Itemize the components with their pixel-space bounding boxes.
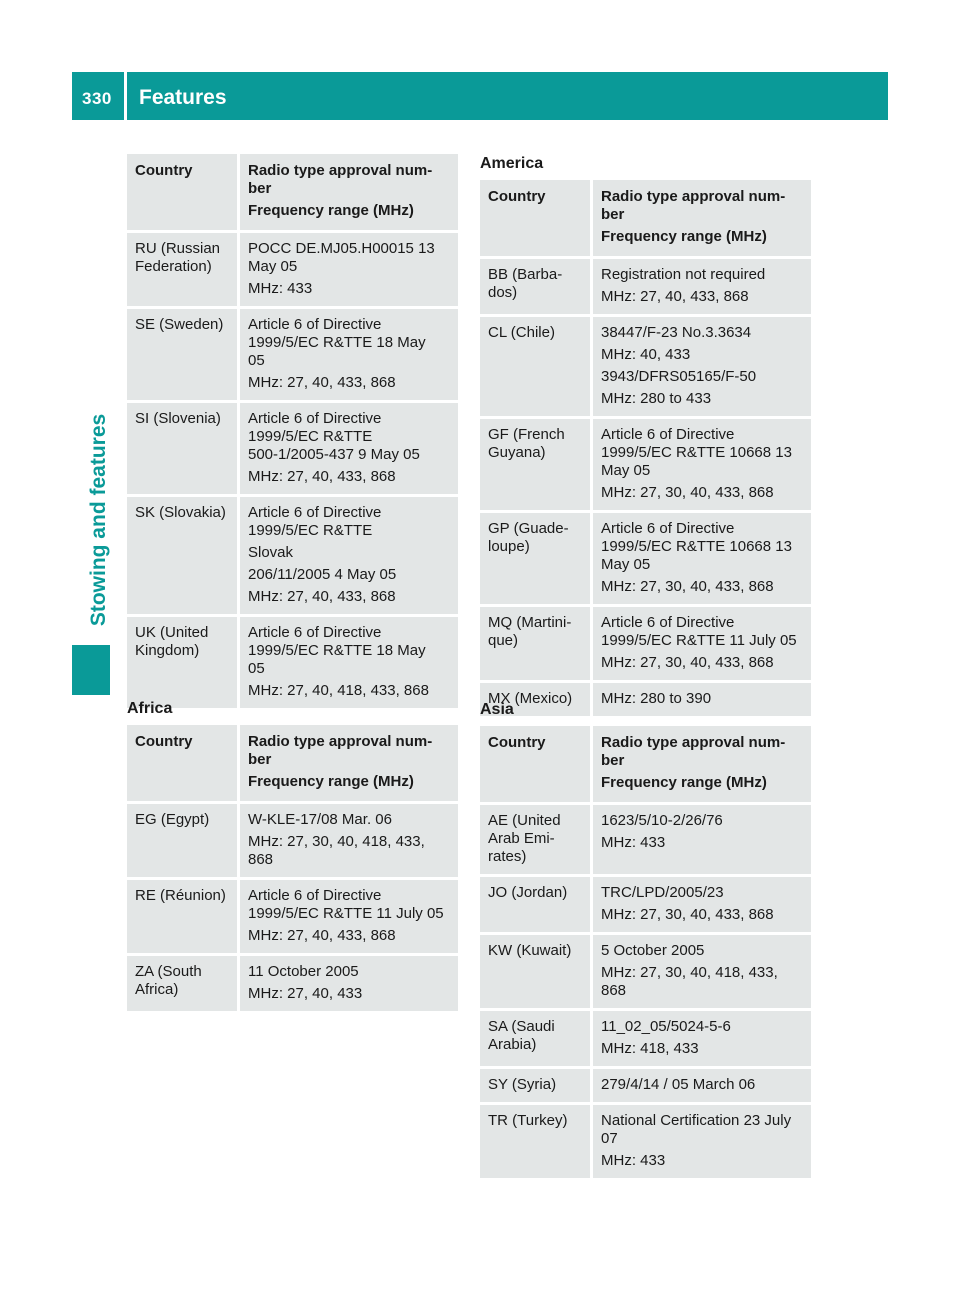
approval-text: Article 6 of Directive — [248, 410, 382, 427]
header-country: Country — [127, 725, 240, 804]
table-row — [480, 1069, 811, 1105]
approval-text: 1623/5/10-2/26/76 — [601, 812, 723, 829]
table-america — [480, 180, 811, 719]
section-title-asia: Asia — [480, 701, 514, 718]
header-divider — [124, 72, 127, 120]
header-frequency: Frequency range (MHz) — [601, 228, 767, 245]
approval-cell — [593, 317, 811, 419]
header-radio-line1: Radio type approval num- — [601, 188, 786, 205]
header-country: Country — [480, 726, 593, 805]
approval-cell — [240, 233, 458, 309]
approval-text: May 05 — [248, 258, 298, 275]
approval-text: 1999/5/EC R&TTE 11 July 05 — [248, 905, 444, 922]
approval-text: MHz: 40, 433 — [601, 346, 691, 363]
header-frequency: Frequency range (MHz) — [248, 202, 414, 219]
table-header-row — [127, 725, 458, 804]
table-row — [480, 1011, 811, 1069]
approval-text: 500-1/2005-437 9 May 05 — [248, 446, 420, 463]
approval-text: Article 6 of Directive — [248, 504, 382, 521]
approval-cell — [240, 804, 458, 880]
country-cell — [127, 804, 240, 880]
approval-cell — [593, 1069, 811, 1105]
approval-cell — [593, 877, 811, 935]
approval-text: 5 October 2005 — [601, 942, 705, 959]
table-row — [127, 956, 458, 1014]
section-title-america: America — [480, 155, 544, 172]
table-row — [127, 880, 458, 956]
approval-text: MHz: 27, 30, 40, 418, 433, — [601, 964, 778, 981]
country-text: Guyana) — [488, 444, 546, 461]
approval-cell — [240, 309, 458, 403]
table-row — [480, 683, 811, 719]
approval-text: TRC/LPD/2005/23 — [601, 884, 724, 901]
approval-text: MHz: 27, 40, 433, 868 — [601, 288, 749, 305]
country-text: MX (Mexico) — [488, 690, 573, 707]
country-text: CL (Chile) — [488, 324, 555, 341]
header-country: Country — [127, 154, 240, 233]
approval-text: Article 6 of Directive — [601, 426, 735, 443]
table-row — [127, 497, 458, 617]
table-row — [127, 617, 458, 711]
country-cell — [127, 956, 240, 1014]
country-text: ZA (South — [135, 963, 202, 980]
table-row — [127, 233, 458, 309]
table-row — [480, 607, 811, 683]
side-tab-label: Stowing and features — [87, 413, 110, 627]
approval-text: MHz: 27, 40, 433, 868 — [248, 374, 396, 391]
table-asia — [480, 726, 811, 1181]
approval-text: Slovak — [248, 544, 294, 561]
country-text: dos) — [488, 284, 518, 301]
table-row — [480, 805, 811, 877]
approval-text: MHz: 27, 30, 40, 433, 868 — [601, 484, 774, 501]
approval-text: 206/11/2005 4 May 05 — [248, 566, 397, 583]
header-radio-line2: ber — [601, 752, 625, 769]
approval-text: 38447/F-23 No.3.3634 — [601, 324, 752, 341]
approval-text: MHz: 27, 40, 433, 868 — [248, 468, 396, 485]
header-country: Country — [480, 180, 593, 259]
approval-cell — [240, 956, 458, 1014]
country-cell — [480, 317, 593, 419]
table-header-row — [480, 180, 811, 259]
country-cell — [480, 1105, 593, 1181]
country-text: que) — [488, 632, 519, 649]
approval-cell — [593, 683, 811, 719]
country-text: JO (Jordan) — [488, 884, 568, 901]
country-cell — [127, 233, 240, 309]
approval-cell — [240, 403, 458, 497]
country-text: RE (Réunion) — [135, 887, 226, 904]
table-row — [127, 309, 458, 403]
approval-text: 1999/5/EC R&TTE 10668 13 — [601, 538, 792, 555]
header-radio-line2: ber — [601, 206, 625, 223]
approval-text: POCC DE.MJ05.H00015 13 — [248, 240, 435, 257]
approval-text: National Certification 23 July — [601, 1112, 792, 1129]
approval-cell — [593, 935, 811, 1011]
approval-cell — [593, 513, 811, 607]
country-text: GP (Guade- — [488, 520, 569, 537]
country-cell — [480, 1011, 593, 1069]
approval-text: 1999/5/EC R&TTE — [248, 428, 373, 445]
approval-text: 868 — [601, 982, 627, 999]
approval-text: 1999/5/EC R&TTE 18 May — [248, 334, 426, 351]
table-row — [480, 1105, 811, 1181]
country-text: SK (Slovakia) — [135, 504, 226, 521]
country-cell — [480, 877, 593, 935]
country-text: TR (Turkey) — [488, 1112, 568, 1129]
table-row — [480, 877, 811, 935]
approval-cell — [593, 1011, 811, 1069]
header-radio-line1: Radio type approval num- — [248, 162, 433, 179]
approval-cell — [240, 497, 458, 617]
approval-text: MHz: 27, 40, 418, 433, 868 — [248, 682, 429, 699]
approval-text: 05 — [248, 352, 265, 369]
country-cell — [480, 259, 593, 317]
approval-cell — [593, 419, 811, 513]
country-cell — [480, 607, 593, 683]
country-text: SI (Slovenia) — [135, 410, 221, 427]
country-text: GF (French — [488, 426, 565, 443]
country-text: SE (Sweden) — [135, 316, 224, 333]
approval-text: 1999/5/EC R&TTE 11 July 05 — [601, 632, 797, 649]
country-text: RU (Russian — [135, 240, 221, 257]
header-radio-line1: Radio type approval num- — [248, 733, 433, 750]
country-text: SY (Syria) — [488, 1076, 557, 1093]
country-text: Africa) — [135, 981, 179, 998]
country-text: EG (Egypt) — [135, 811, 210, 828]
country-text: BB (Barba- — [488, 266, 563, 283]
approval-cell — [593, 259, 811, 317]
table-row — [480, 259, 811, 317]
header-radio-line2: ber — [248, 180, 272, 197]
header-frequency: Frequency range (MHz) — [248, 773, 414, 790]
approval-text: MHz: 433 — [601, 834, 666, 851]
approval-text: MHz: 27, 30, 40, 433, 868 — [601, 906, 774, 923]
country-cell — [127, 309, 240, 403]
approval-text: 11_02_05/5024-5-6 — [601, 1018, 731, 1035]
approval-cell — [593, 1105, 811, 1181]
approval-text: Article 6 of Directive — [601, 614, 735, 631]
country-text: Kingdom) — [135, 642, 200, 659]
header-radio — [240, 725, 458, 804]
table-header-row — [127, 154, 458, 233]
approval-text: MHz: 27, 40, 433, 868 — [248, 927, 396, 944]
approval-text: 07 — [601, 1130, 618, 1147]
table-row — [480, 419, 811, 513]
country-text: rates) — [488, 848, 527, 865]
country-cell — [480, 1069, 593, 1105]
header-radio-line1: Radio type approval num- — [601, 734, 786, 751]
approval-text: 1999/5/EC R&TTE 10668 13 — [601, 444, 792, 461]
header-radio — [593, 180, 811, 259]
approval-cell — [593, 805, 811, 877]
page-number: 330 — [82, 89, 112, 108]
table-row — [480, 317, 811, 419]
approval-text: MHz: 280 to 390 — [601, 690, 712, 707]
approval-text: MHz: 27, 40, 433, 868 — [248, 588, 396, 605]
header-frequency: Frequency range (MHz) — [601, 774, 767, 791]
approval-text: Article 6 of Directive — [248, 624, 382, 641]
approval-text: 1999/5/EC R&TTE 18 May — [248, 642, 426, 659]
country-text: Arab Emi- — [488, 830, 555, 847]
section-title-africa: Africa — [127, 700, 173, 717]
table-africa — [127, 725, 458, 1014]
country-cell — [127, 880, 240, 956]
approval-text: May 05 — [601, 462, 651, 479]
country-cell — [480, 935, 593, 1011]
country-cell — [127, 403, 240, 497]
approval-text: MHz: 280 to 433 — [601, 390, 712, 407]
country-text: Federation) — [135, 258, 212, 275]
approval-text: MHz: 27, 30, 40, 433, 868 — [601, 578, 774, 595]
approval-text: MHz: 433 — [248, 280, 313, 297]
approval-text: 3943/DFRS05165/F-50 — [601, 368, 757, 385]
table-row — [480, 935, 811, 1011]
page-title: Features — [139, 86, 227, 109]
approval-cell — [240, 880, 458, 956]
country-text: KW (Kuwait) — [488, 942, 572, 959]
country-text: Arabia) — [488, 1036, 537, 1053]
country-cell — [127, 617, 240, 711]
country-cell — [127, 497, 240, 617]
table-row — [480, 513, 811, 607]
table-europe — [127, 154, 458, 711]
approval-text: Article 6 of Directive — [248, 887, 382, 904]
country-cell — [480, 805, 593, 877]
country-text: MQ (Martini- — [488, 614, 572, 631]
approval-text: MHz: 418, 433 — [601, 1040, 699, 1057]
approval-text: Registration not required — [601, 266, 766, 283]
approval-text: 11 October 2005 — [248, 963, 359, 980]
approval-text: Article 6 of Directive — [248, 316, 382, 333]
approval-text: 868 — [248, 851, 274, 868]
approval-text: MHz: 27, 30, 40, 433, 868 — [601, 654, 774, 671]
country-cell — [480, 419, 593, 513]
table-row — [127, 403, 458, 497]
header-radio-line2: ber — [248, 751, 272, 768]
table-row — [127, 804, 458, 880]
approval-cell — [240, 617, 458, 711]
country-text: loupe) — [488, 538, 530, 555]
approval-text: 279/4/14 / 05 March 06 — [601, 1076, 756, 1093]
header-radio — [240, 154, 458, 233]
side-tab-marker — [72, 645, 110, 695]
country-text: SA (Saudi — [488, 1018, 555, 1035]
country-text: AE (United — [488, 812, 561, 829]
approval-text: Article 6 of Directive — [601, 520, 735, 537]
country-cell — [480, 513, 593, 607]
approval-cell — [593, 607, 811, 683]
approval-text: 1999/5/EC R&TTE — [248, 522, 373, 539]
approval-text: 05 — [248, 660, 265, 677]
country-text: UK (United — [135, 624, 209, 641]
approval-text: MHz: 27, 30, 40, 418, 433, — [248, 833, 425, 850]
table-header-row — [480, 726, 811, 805]
header-radio — [593, 726, 811, 805]
approval-text: May 05 — [601, 556, 651, 573]
approval-text: MHz: 27, 40, 433 — [248, 985, 363, 1002]
approval-text: MHz: 433 — [601, 1152, 666, 1169]
approval-text: W-KLE-17/08 Mar. 06 — [248, 811, 392, 828]
